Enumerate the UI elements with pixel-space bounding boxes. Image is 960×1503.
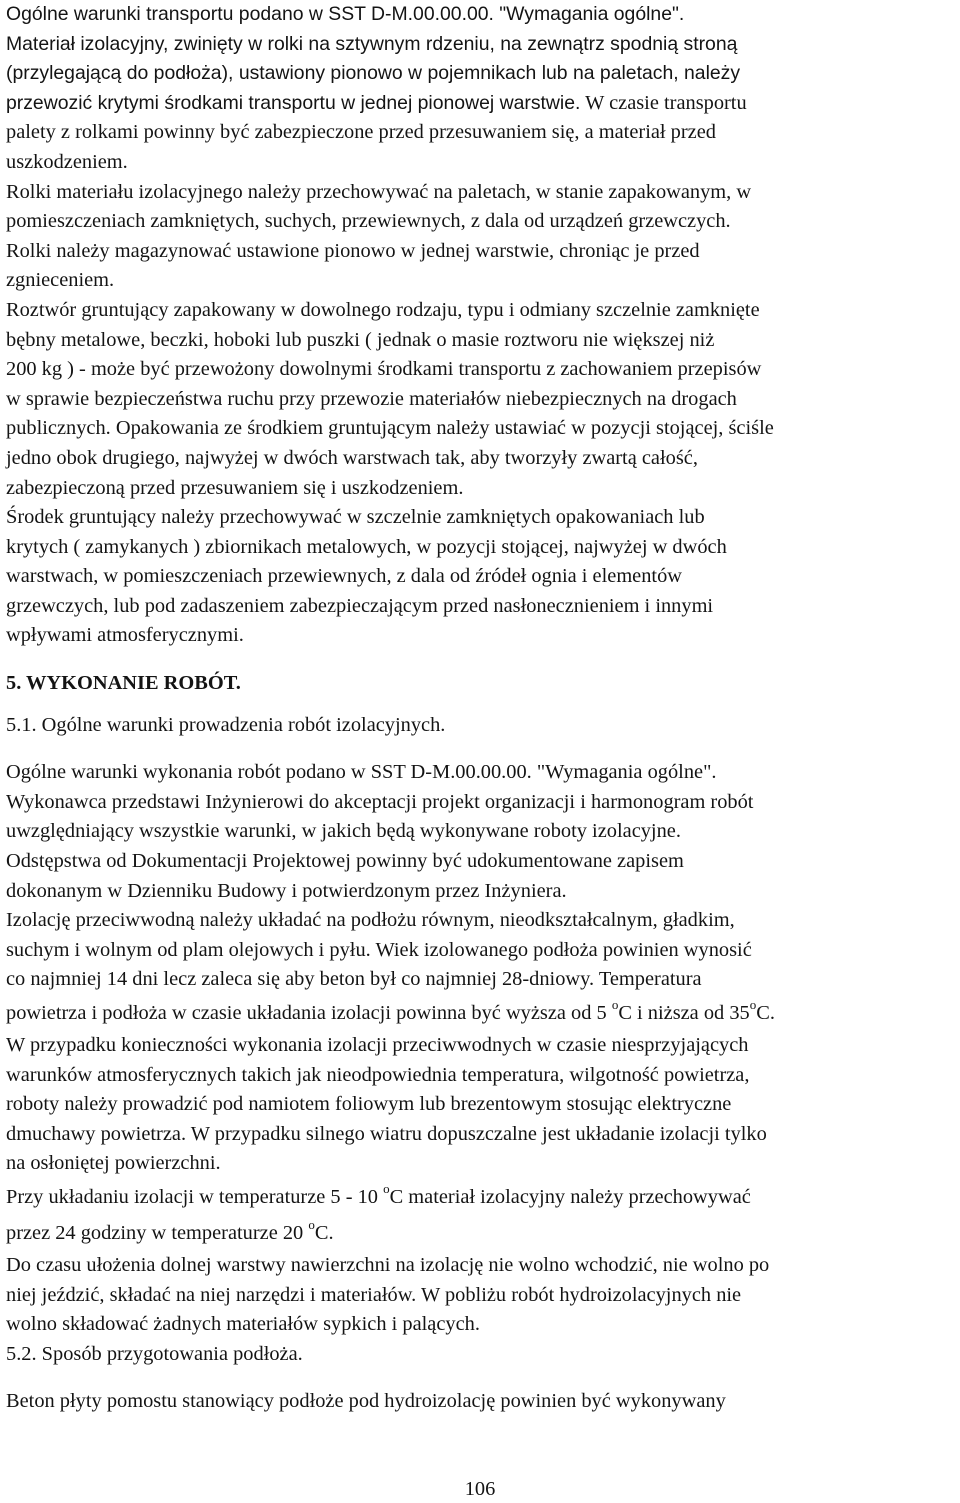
spacer (6, 651, 956, 669)
general-conditions-paragraph (6, 758, 956, 1340)
text-line: W przypadku konieczności wykonania izolacji przeciwwodnych w czasie niesprzyjających (6, 1034, 749, 1056)
text-line: pomieszczeniach zamkniętych, suchych, przewiewnych, z dala od urządzeń grzewczych. (6, 210, 731, 233)
subsection-heading: 5.2. Sposób przygotowania podłoża. (6, 1342, 303, 1365)
temperature-line (6, 1215, 956, 1251)
text-line: Materiał izolacyjny, zwinięty w rolki na sztywnym rdzeniu, na zewnątrz spodnią stroną (6, 32, 738, 55)
spacer (6, 1369, 956, 1387)
text-line: palety z rolkami powinny być zabezpieczone przed przesuwaniem się, a materiał przed (6, 121, 716, 144)
spacer (6, 740, 956, 758)
text-line: Beton płyty pomostu stanowiący podłoże pod hydroizolację powinien być wykonywany (6, 1390, 726, 1413)
text-line: publicznych. Opakowania ze środkiem gruntującym należy ustawiać w pozycji stojącej, ściśle (6, 417, 774, 440)
text-segment: Przy układaniu izolacji w temperaturze 5 - 10 (6, 1185, 384, 1208)
spacer (6, 699, 956, 711)
text-line: Izolację przeciwwodną należy układać na podłożu równym, nieodkształcalnym, gładkim, (6, 909, 735, 932)
storage-paragraph (6, 178, 956, 652)
text-line: warstwach, w pomieszczeniach przewiewnych, z dala od źródeł ognia i elementów (6, 565, 683, 588)
text-line: Ogólne warunki wykonania robót podano w SST D-M.00.00.00. "Wymagania ogólne". (6, 761, 717, 784)
text-line: zabezpieczoną przed przesuwaniem się i uszkodzeniem. (6, 476, 464, 499)
text-line: Wykonawca przedstawi Inżynierowi do akceptacji projekt organizacji i harmonogram robót (6, 790, 754, 813)
temperature-line (6, 995, 956, 1031)
text-line: warunków atmosferycznych takich jak nieodpowiednia temperatura, wilgotność powietrza, (6, 1063, 750, 1086)
text-segment: W czasie transportu (580, 91, 747, 114)
degree-superscript: o (308, 1217, 315, 1233)
text-line: Rolki materiału izolacyjnego należy przechowywać na paletach, w stanie zapakowanym, w (6, 180, 752, 203)
degree-superscript: o (383, 1181, 390, 1197)
text-line: wpływami atmosferycznymi. (6, 624, 244, 647)
text-segment: C i niższa od 35 (618, 1002, 750, 1024)
degree-superscript: o (611, 997, 619, 1013)
page-number: 106 (464, 1478, 496, 1500)
text-line: niej jeździć, składać na niej narzędzi i materiałów. W pobliżu robót hydroizolacyjnych nie (6, 1283, 742, 1306)
text-segment: przewozić krytymi środkami transportu w jednej pionowej warstwie. (6, 91, 581, 114)
text-line: 200 kg ) - może być przewożony dowolnymi środkami transportu z zachowaniem przepisów (6, 358, 762, 381)
text-line: dokonanym w Dzienniku Budowy i potwierdzonym przez Inżyniera. (6, 879, 567, 902)
text-line: Rolki należy magazynować ustawione pionowo w jednej warstwie, chroniąc je przed (6, 239, 700, 262)
transport-paragraph (6, 0, 956, 178)
text-line: uwzględniający wszystkie warunki, w jakich będą wykonywane roboty izolacyjne. (6, 820, 681, 843)
text-line: uszkodzeniem. (6, 150, 128, 173)
text-line: Środek gruntujący należy przechowywać w szczelnie zamkniętych opakowaniach lub (6, 506, 705, 529)
text-line: dmuchawy powietrza. W przypadku silnego wiatru dopuszczalne jest układanie izolacji tylko (6, 1122, 767, 1145)
text-segment: C materiał izolacyjny należy przechowywać (389, 1185, 751, 1208)
document-page (6, 0, 956, 1417)
section-heading: 5. WYKONANIE ROBÓT. (6, 672, 241, 695)
text-line: (przylegającą do podłoża), ustawiony pionowo w pojemnikach lub na paletach, należy (6, 62, 741, 85)
text-line: co najmniej 14 dni lecz zaleca się aby beton był co najmniej 28-dniowy. Temperatura (6, 968, 702, 991)
text-line: grzewczych, lub pod zadaszeniem zabezpieczającym przed nasłonecznieniem i innymi (6, 594, 714, 617)
text-segment: C. (314, 1221, 334, 1244)
text-line: w sprawie bezpieczeństwa ruchu przy przewozie materiałów niebezpiecznych na drogach (6, 387, 737, 410)
text-line: jedno obok drugiego, najwyżej w dwóch warstwach tak, aby tworzyły zwartą całość, (6, 446, 698, 469)
text-line: Odstępstwa od Dokumentacji Projektowej powinny być udokumentowane zapisem (6, 850, 684, 873)
text-line: roboty należy prowadzić pod namiotem foliowym lub brezentowym stosując elektryczne (6, 1093, 732, 1116)
text-line: krytych ( zamykanych ) zbiornikach metalowych, w pozycji stojącej, najwyżej w dwóch (6, 535, 727, 558)
degree-superscript: o (749, 997, 757, 1013)
text-line: zgnieceniem. (6, 269, 115, 292)
text-line: bębny metalowe, beczki, hoboki lub puszki ( jednak o masie roztworu nie większej niż (6, 328, 715, 351)
text-line: wolno składować żadnych materiałów sypkich i palących. (6, 1313, 480, 1336)
temperature-line (6, 1179, 956, 1215)
text-line: na osłoniętej powierzchni. (6, 1152, 221, 1175)
subsection-heading: 5.1. Ogólne warunki prowadzenia robót izolacyjnych. (6, 713, 446, 736)
text-line: suchym i wolnym od plam olejowych i pyłu. Wiek izolowanego podłoża powinien wynosić (6, 938, 752, 961)
text-segment: C. (756, 1002, 775, 1024)
text-segment: powietrza i podłoża w czasie układania izolacji powinna być wyższa od 5 (6, 1002, 612, 1024)
text-line: Roztwór gruntujący zapakowany w dowolnego rodzaju, typu i odmiany szczelnie zamknięte (6, 298, 760, 321)
text-line (6, 89, 956, 119)
text-line: Do czasu ułożenia dolnej warstwy nawierzchni na izolację nie wolno wchodzić, nie wolno po (6, 1253, 770, 1276)
text-segment: przez 24 godziny w temperaturze 20 (6, 1221, 309, 1244)
text-line: Ogólne warunki transportu podano w SST D-M.00.00.00. "Wymagania ogólne". (6, 3, 685, 25)
